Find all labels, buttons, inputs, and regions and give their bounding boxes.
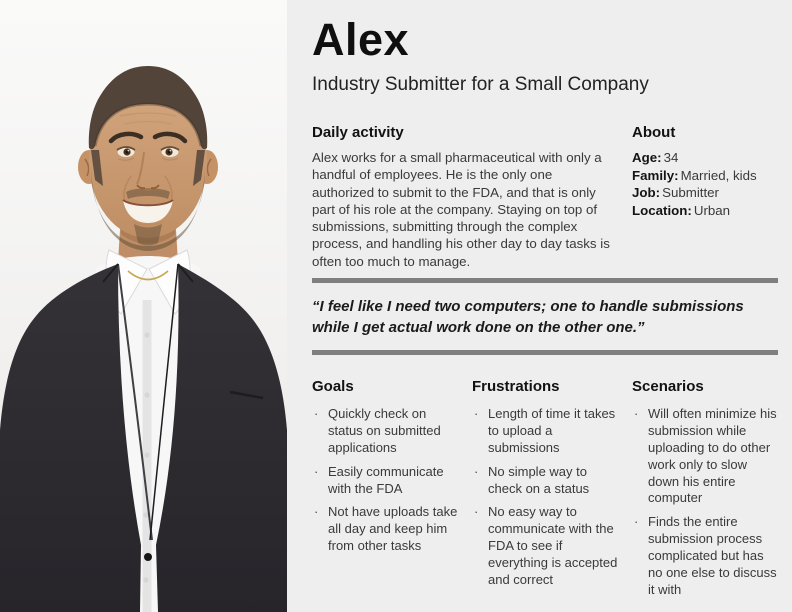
bullet-dot: ·: [474, 463, 479, 479]
list-item: [312, 504, 458, 555]
divider-bottom: [312, 350, 778, 355]
list-item: [472, 464, 618, 498]
goals-section: [312, 379, 458, 606]
about-section: [632, 125, 778, 270]
about-field-label: Family:: [632, 167, 679, 183]
persona-portrait-image: [0, 0, 287, 612]
about-field-value: Married, kids: [680, 167, 757, 183]
scenarios-heading: Scenarios: [632, 378, 704, 396]
persona-photo: [0, 0, 287, 612]
list-item-text: Easily communicate with the FDA: [328, 463, 444, 496]
divider-top: [312, 278, 778, 283]
scenarios-section: [632, 379, 778, 606]
list-item: [312, 406, 458, 457]
persona-name: Alex: [312, 14, 410, 65]
about-field-label: Location:: [632, 202, 692, 218]
persona-quote: “I feel like I need two computers; one to handle submissions while I get actual work done on the other one.”: [312, 298, 744, 337]
list-item-text: Quickly check on status on submitted applications: [328, 406, 441, 455]
bullet-dot: ·: [474, 406, 479, 422]
goals-list: [312, 406, 458, 555]
about-heading: About: [632, 124, 676, 142]
bullet-dot: ·: [634, 406, 639, 422]
bullet-dot: ·: [474, 504, 479, 520]
daily-activity-text: Alex works for a small pharmaceutical with only a handful of employees. He is the only one authorized to submit to the FDA, and that is only part of his role at the company. Staying on top of submissions, submitting through the complex process, and handling his other day to day tasks is often too much to manage.: [312, 150, 610, 269]
about-field-label: Age:: [632, 150, 662, 166]
list-item: [632, 406, 778, 507]
list-item: [472, 504, 618, 588]
about-field-value: 34: [663, 150, 679, 166]
about-field-job: [632, 184, 778, 202]
frustrations-list: [472, 406, 618, 589]
top-row: [312, 125, 778, 270]
list-item: [312, 464, 458, 498]
daily-activity-section: [312, 125, 614, 270]
bullet-dot: ·: [634, 514, 639, 530]
scenarios-list: [632, 406, 778, 599]
bullet-dot: ·: [314, 463, 319, 479]
about-field-value: Submitter: [662, 185, 719, 201]
list-item-text: Will often minimize his submission while uploading to do other work only to slow down his entire computer: [648, 406, 777, 506]
about-field-value: Urban: [693, 202, 731, 218]
list-item: [632, 514, 778, 598]
list-item-text: Length of time it takes to upload a submissions: [488, 406, 616, 455]
about-field-label: Job:: [632, 185, 661, 201]
list-item-text: Not have uploads take all day and keep him from other tasks: [328, 504, 458, 554]
about-field-age: [632, 149, 778, 167]
frustrations-heading: Frustrations: [472, 378, 560, 396]
persona-role: Industry Submitter for a Small Company: [312, 74, 649, 96]
daily-activity-heading: Daily activity: [312, 124, 404, 142]
persona-sheet: [287, 0, 792, 612]
about-field-location: [632, 202, 778, 220]
lists-row: [312, 379, 778, 606]
list-item: [472, 406, 618, 457]
bullet-dot: ·: [314, 406, 319, 422]
about-field-family: [632, 167, 778, 185]
list-item-text: No easy way to communicate with the FDA to see if everything is accepted and correct: [488, 504, 618, 588]
list-item-text: Finds the entire submission process complicated but has no one else to discuss it with: [648, 514, 777, 597]
goals-heading: Goals: [312, 378, 354, 396]
bullet-dot: ·: [314, 504, 319, 520]
frustrations-section: [472, 379, 618, 606]
list-item-text: No simple way to check on a status: [488, 463, 590, 496]
